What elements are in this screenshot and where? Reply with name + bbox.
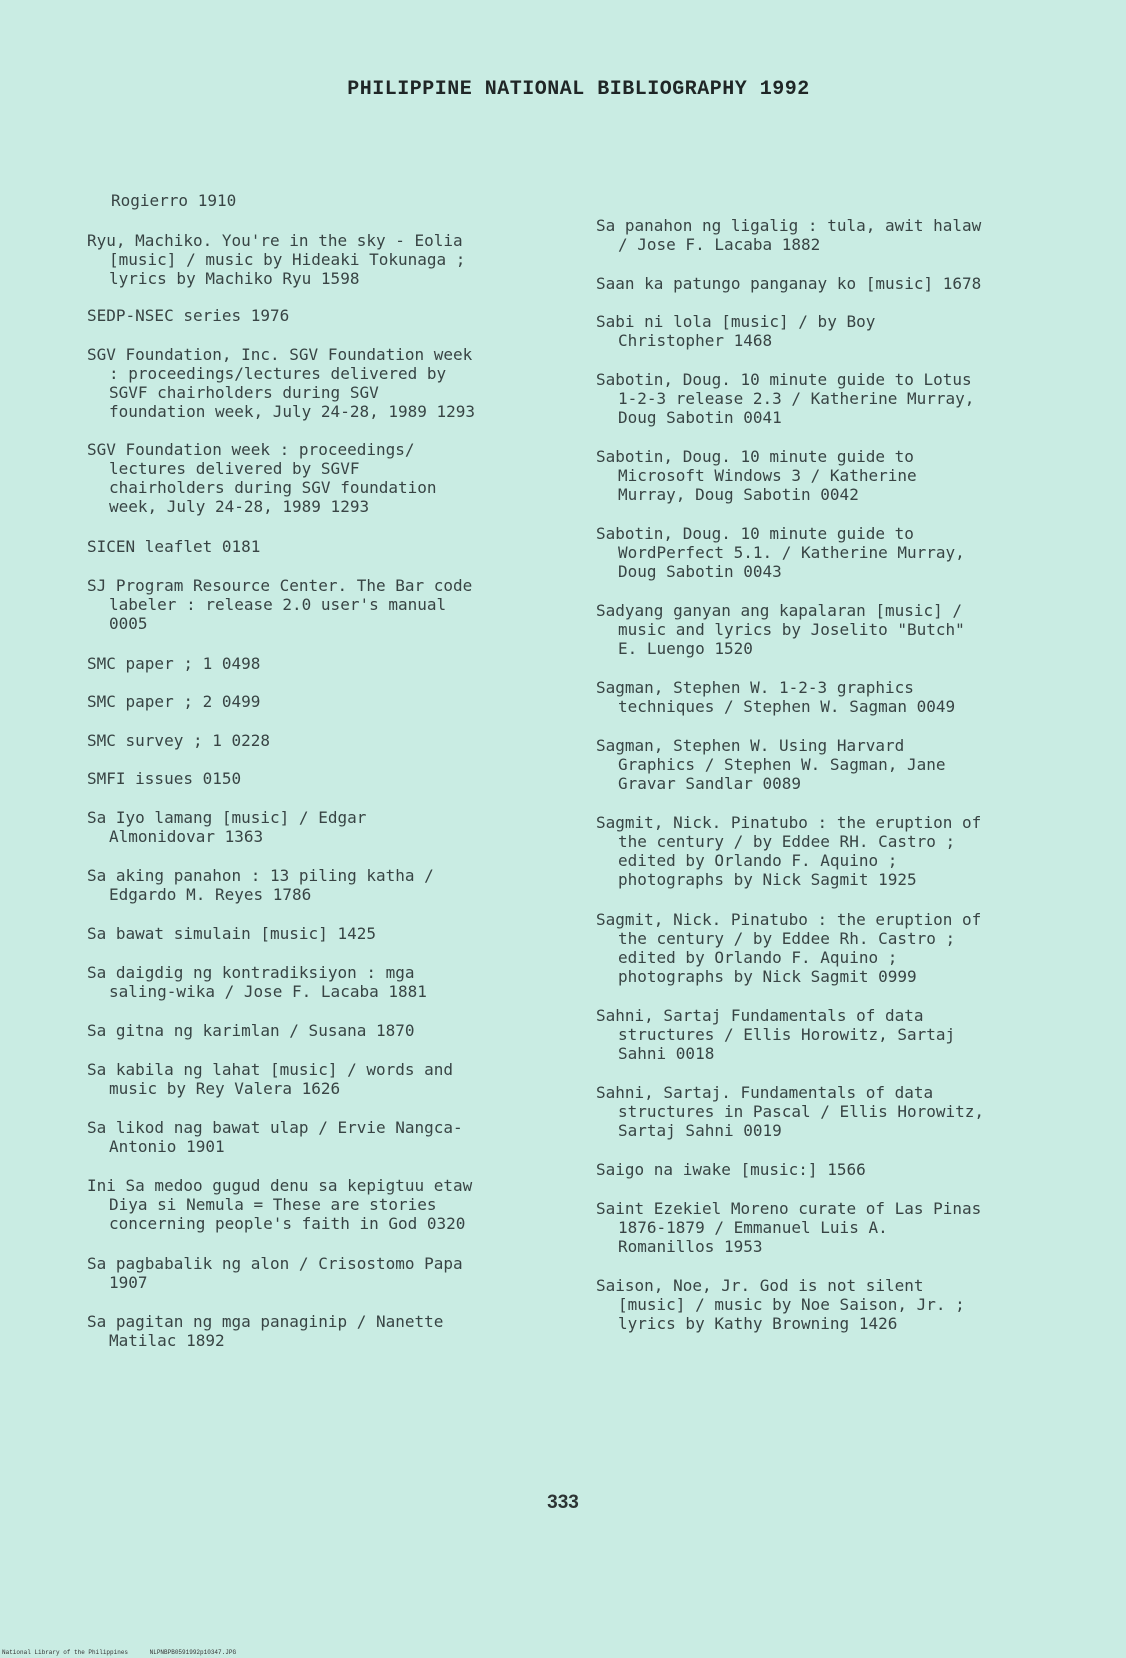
index-entry: SGV Foundation week : proceedings/ lectures delivered by SGVF chairholders during SGV foundation week, July 24-28, 1989 1293 — [87, 440, 437, 516]
index-entry: Sa panahon ng ligalig : tula, awit halaw / Jose F. Lacaba 1882 — [596, 216, 982, 254]
index-entry: Sa pagitan ng mga panaginip / Nanette Matilac 1892 — [87, 1312, 444, 1350]
index-entry: Sagman, Stephen W. 1-2-3 graphics techniques / Stephen W. Sagman 0049 — [596, 678, 956, 716]
page-number: 333 — [547, 1492, 579, 1513]
index-entry: Sa kabila ng lahat [music] / words and music by Rey Valera 1626 — [87, 1060, 454, 1098]
scan-footer: National Library of the Philippines NLPNBPB0591992p10347.JPG — [2, 1649, 237, 1656]
index-entry: Sabi ni lola [music] / by Boy Christopher 1468 — [596, 312, 876, 350]
index-entry: Sahni, Sartaj Fundamentals of data structures / Ellis Horowitz, Sartaj Sahni 0018 — [596, 1006, 956, 1063]
index-entry: Sa pagbabalik ng alon / Crisostomo Papa 1907 — [87, 1254, 463, 1292]
index-entry: Sagmit, Nick. Pinatubo : the eruption of the century / by Eddee RH. Castro ; edited by Orlando F. Aquino ; photographs by Nick Sagmit 1925 — [596, 813, 982, 889]
index-entry: SJ Program Resource Center. The Bar code labeler : release 2.0 user's manual 0005 — [87, 576, 473, 633]
index-entry: Ryu, Machiko. You're in the sky - Eolia [music] / music by Hideaki Tokunaga ; lyrics by Machiko Ryu 1598 — [87, 231, 466, 288]
index-entry: Sagmit, Nick. Pinatubo : the eruption of the century / by Eddee Rh. Castro ; edited by Orlando F. Aquino ; photographs by Nick Sagmit 0999 — [596, 910, 982, 986]
page-title: PHILIPPINE NATIONAL BIBLIOGRAPHY 1992 — [347, 78, 810, 101]
index-entry: SMC paper ; 2 0499 — [87, 692, 261, 711]
index-entry: Sabotin, Doug. 10 minute guide to WordPerfect 5.1. / Katherine Murray, Doug Sabotin 0043 — [596, 524, 965, 581]
index-entry: Rogierro 1910 — [111, 191, 237, 210]
index-entry: Sahni, Sartaj. Fundamentals of data structures in Pascal / Ellis Horowitz, Sartaj Sahni 0019 — [596, 1083, 985, 1140]
index-entry: Sa aking panahon : 13 piling katha / Edgardo M. Reyes 1786 — [87, 866, 434, 904]
index-entry: Sa likod nag bawat ulap / Ervie Nangca- Antonio 1901 — [87, 1118, 463, 1156]
index-entry: SMC survey ; 1 0228 — [87, 731, 271, 750]
index-entry: SGV Foundation, Inc. SGV Foundation week : proceedings/lectures delivered by SGVF chairholders during SGV foundation week, July 24-28, 1989 1293 — [87, 345, 476, 421]
index-entry: Sa Iyo lamang [music] / Edgar Almonidovar 1363 — [87, 808, 367, 846]
index-entry: Sabotin, Doug. 10 minute guide to Lotus 1-2-3 release 2.3 / Katherine Murray, Doug Sabotin 0041 — [596, 370, 975, 427]
index-entry: SICEN leaflet 0181 — [87, 537, 261, 556]
index-entry: Sa daigdig ng kontradiksiyon : mga saling-wika / Jose F. Lacaba 1881 — [87, 963, 427, 1001]
index-entry: Sa gitna ng karimlan / Susana 1870 — [87, 1021, 415, 1040]
index-entry: Saint Ezekiel Moreno curate of Las Pinas 1876-1879 / Emmanuel Luis A. Romanillos 1953 — [596, 1199, 982, 1256]
index-entry: Sa bawat simulain [music] 1425 — [87, 924, 376, 943]
index-entry: Ini Sa medoo gugud denu sa kepigtuu etaw Diya si Nemula = These are stories concerning people's faith in God 0320 — [87, 1176, 473, 1233]
index-entry: Saan ka patungo panganay ko [music] 1678 — [596, 274, 982, 293]
index-entry: SEDP-NSEC series 1976 — [87, 306, 290, 325]
index-entry: Sadyang ganyan ang kapalaran [music] / music and lyrics by Joselito "Butch" E. Luengo 1520 — [596, 601, 965, 658]
index-entry: Sagman, Stephen W. Using Harvard Graphics / Stephen W. Sagman, Jane Gravar Sandlar 0089 — [596, 736, 946, 793]
index-entry: Saigo na iwake [music:] 1566 — [596, 1160, 866, 1179]
index-entry: SMC paper ; 1 0498 — [87, 654, 261, 673]
index-entry: Sabotin, Doug. 10 minute guide to Microsoft Windows 3 / Katherine Murray, Doug Sabotin 0042 — [596, 447, 917, 504]
index-entry: SMFI issues 0150 — [87, 769, 242, 788]
index-entry: Saison, Noe, Jr. God is not silent [music] / music by Noe Saison, Jr. ; lyrics by Kathy Browning 1426 — [596, 1276, 965, 1333]
